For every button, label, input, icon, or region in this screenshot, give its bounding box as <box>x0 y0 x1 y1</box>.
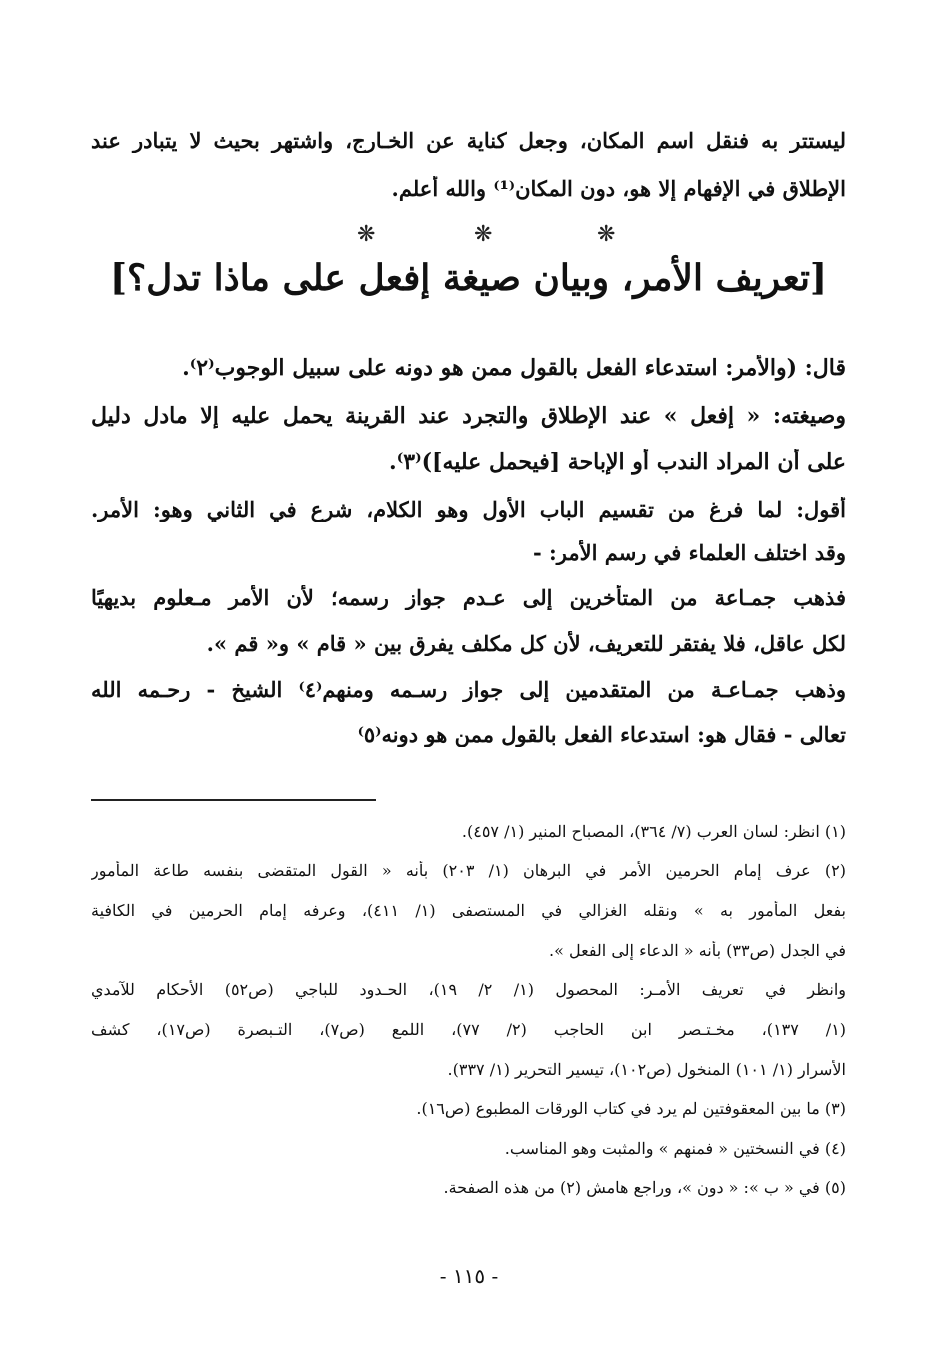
section-separator <box>0 222 938 246</box>
asterisk-icon: ❋ <box>357 222 376 247</box>
commentary-line: لكل عاقل، فلا يفتقر للتعريف، لأن كل مكلف يفرق بين « قام » و« قم ». <box>206 631 846 656</box>
matn-line: قال: (والأمر: استدعاء الفعل بالقول ممن هو دونه على سبيل الوجوب⁽٢⁾. <box>182 355 846 381</box>
asterisk-icon: ❋ <box>597 222 616 247</box>
footnote-line: وانظر في تعريف الأمـر: المحصول (١/ ٢/ ١٩)، الحـدود للباجي (ص٥٢) الأحكام للآمدي <box>91 980 846 999</box>
asterisk-icon: ❋ <box>474 222 493 247</box>
footnote-line: في الجدل (ص٣٣) بأنه « الدعاء إلى الفعل ». <box>549 941 846 960</box>
footnote-line: (١) انظر: لسان العرب (٧/ ٣٦٤)، المصباح المنير (١/ ٤٥٧). <box>461 822 846 841</box>
commentary-line: وذهب جمـاعـة من المتقدمين إلى جواز رسـمه ومنهم⁽٤⁾ الشيخ - رحـمه الله <box>91 677 846 702</box>
footnote-line: (٢) عرف إمام الحرمين الأمر في البرهان (١/ ٢٠٣) بأنه « القول المتقضى بنفسه طاعة المأمور <box>91 861 846 880</box>
footnote-divider <box>91 799 376 801</box>
matn-line: وصيغته: « إفعل » عند الإطلاق والتجرد عند القرينة يحمل عليه إلا مادل دليل <box>91 403 846 429</box>
intro-line: ليستتر به فنقل اسم المكان، وجعل كناية عن الخـارج، واشتهر بحيث لا يتبادر عند <box>91 128 846 153</box>
footnote-line: (١/ ١٣٧)، مخـتـصر ابن الحاجب (٢/ ٧٧)، اللمع (ص٧)، التـبصرة (ص١٧)، كشف <box>91 1020 846 1039</box>
page-number: - ١١٥ - <box>439 1264 499 1288</box>
footnote-line: بفعل المأمور به » ونقله الغزالي في المستصفى (١/ ٤١١)، وعرفه إمام الحرمين في الكافية <box>91 901 846 920</box>
matn-line: على أن المراد الندب أو الإباحة [فيحمل عليه])⁽٣⁾. <box>389 449 846 475</box>
commentary-line: تعالى - فقال هو: استدعاء الفعل بالقول ممن هو دونه⁽٥⁾ <box>357 722 846 747</box>
commentary-line: وقد اختلف العلماء في رسم الأمر: - <box>532 540 846 565</box>
footnote-line: الأسرار (١/ ١٠١) المنخول (ص١٠٢)، تيسير التحرير (١/ ٣٣٧). <box>447 1060 846 1079</box>
footnote-line: (٥) في « ب »: « دون »، وراجع هامش (٢) من هذه الصفحة. <box>443 1178 846 1197</box>
footnote-line: (٣) ما بين المعقوفتين لم يرد في كتاب الورقات المطبوع (ص١٦). <box>416 1099 846 1118</box>
commentary-line: فذهب جمـاعة من المتأخرين إلى عـدم جواز رسمه؛ لأن الأمر مـعلوم بديهيًا <box>91 585 846 610</box>
commentary-line: أقول: لما فرغ من تقسيم الباب الأول وهو الكلام، شرع في الثاني وهو: الأمر. <box>91 497 846 522</box>
section-heading: [تعريف الأمر، وبيان صيغة إفعل على ماذا تدل؟] <box>109 257 828 299</box>
intro-line: الإطلاق في الإفهام إلا هو، دون المكان⁽¹⁾ والله أعلم. <box>391 176 846 201</box>
footnote-line: (٤) في النسختين « فمنهم » والمثبت وهو المناسب. <box>504 1139 846 1158</box>
